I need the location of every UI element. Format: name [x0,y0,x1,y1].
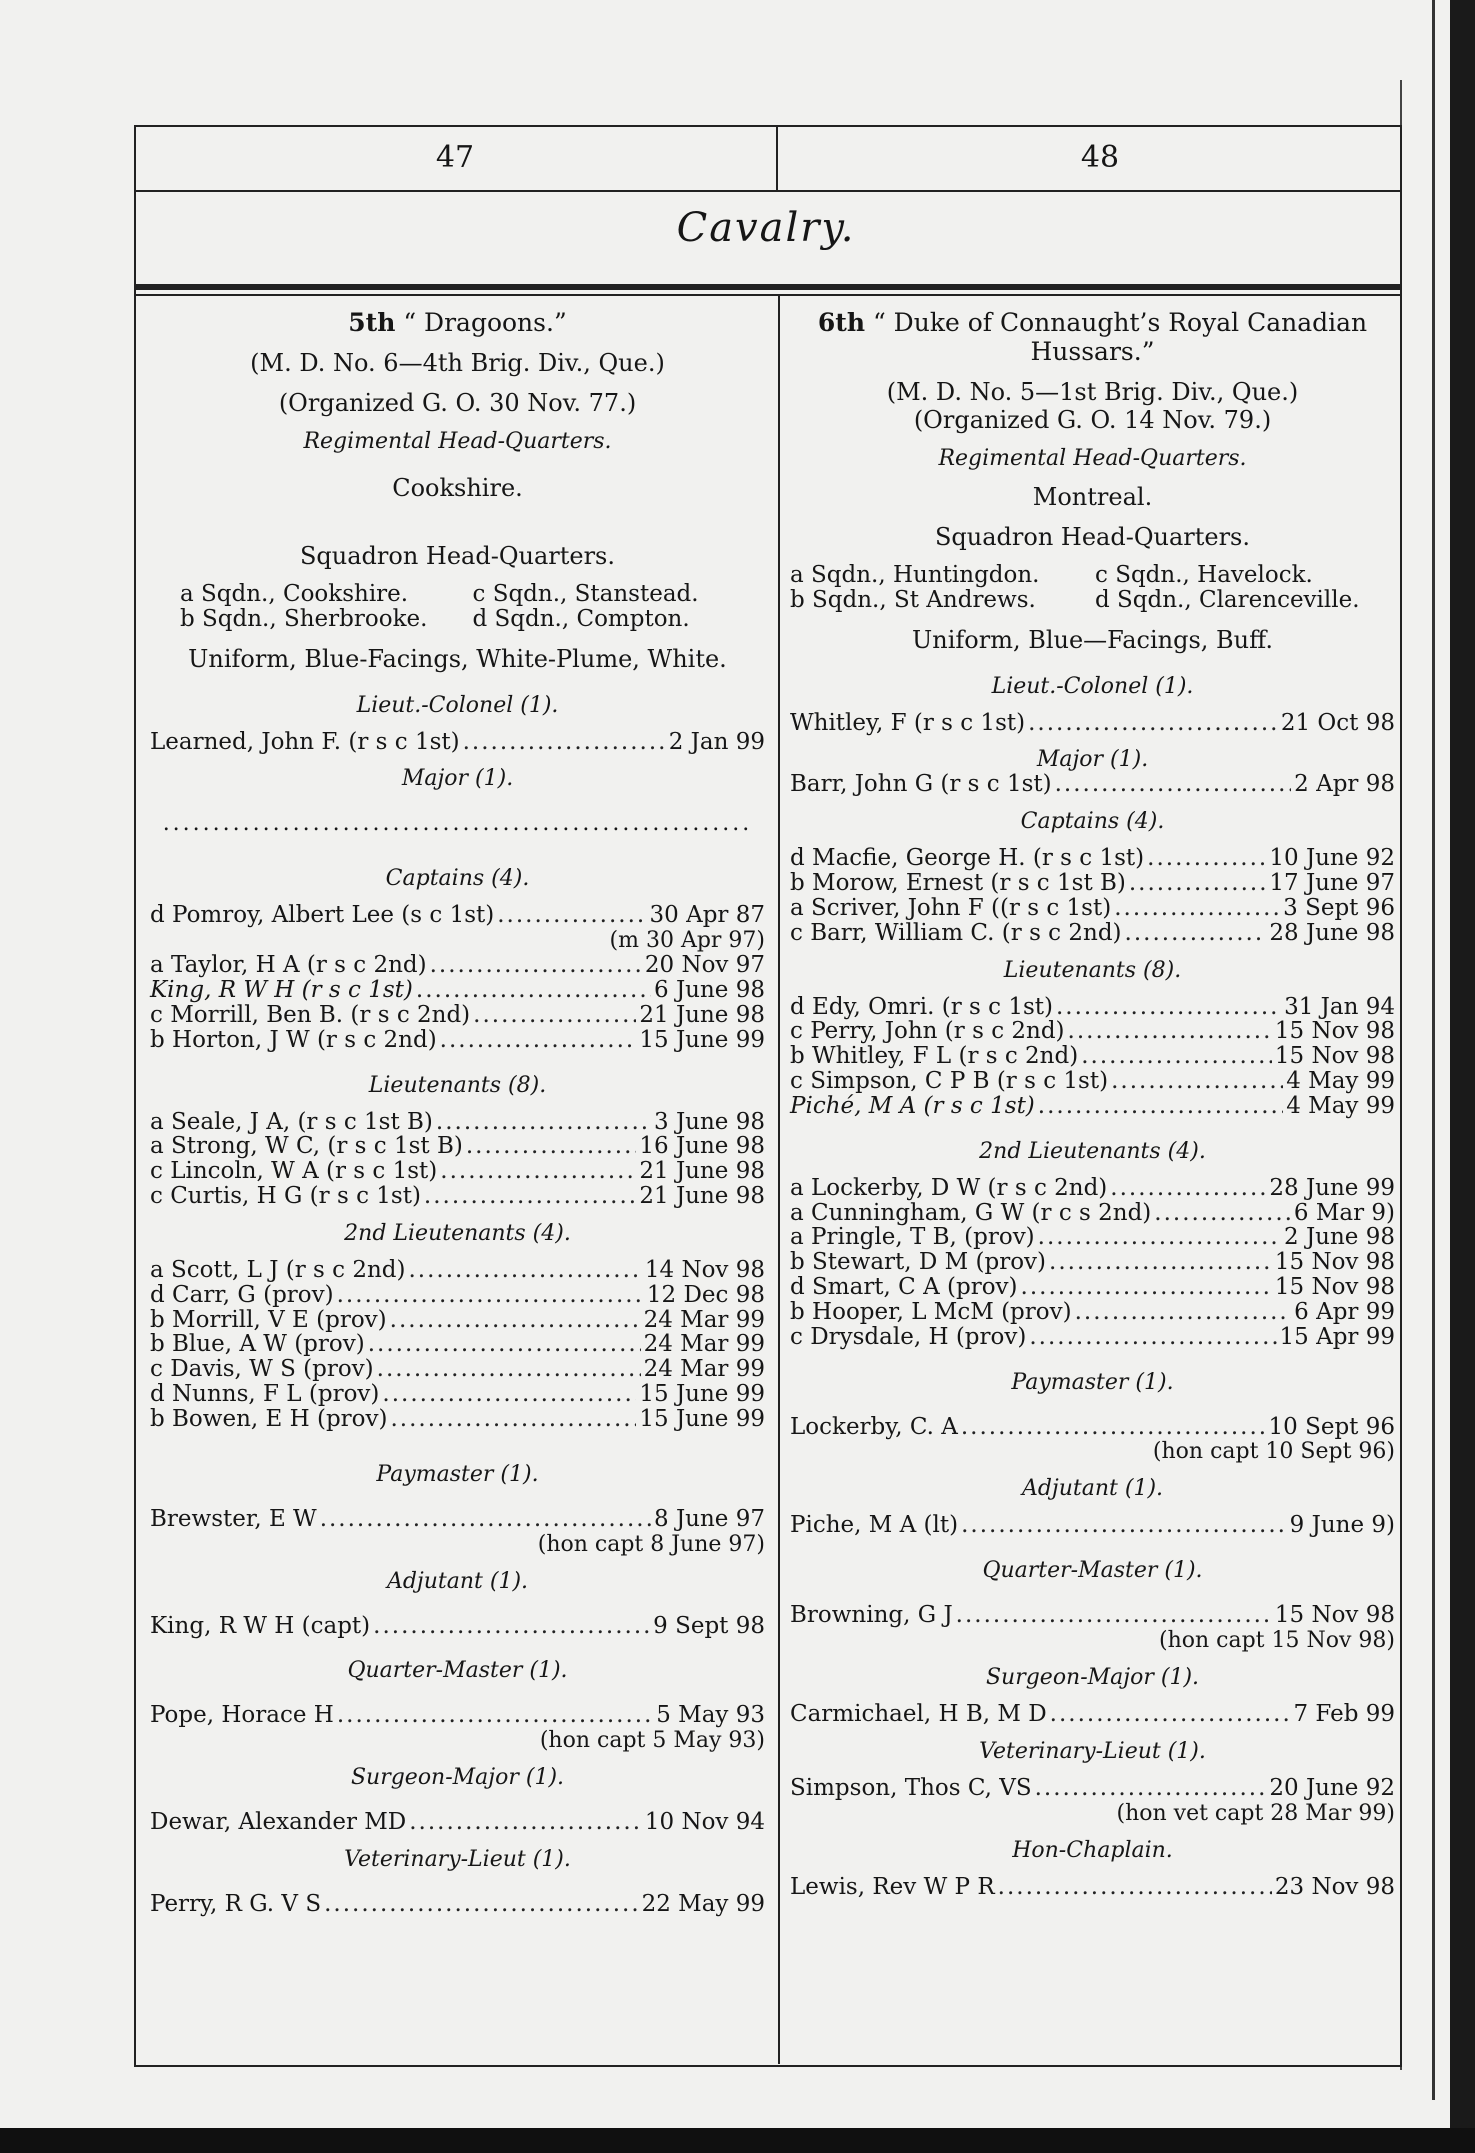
officer-name: c Barr, William C. (r s c 2nd) [790,919,1122,946]
officer-date: 10 June 92 [1269,845,1395,872]
officer-date: 24 Mar 99 [643,1331,765,1358]
officer-name: a Cunningham, G W (r c s 2nd) [790,1199,1152,1226]
officer-date: 30 Apr 87 [649,902,765,929]
officer-name: Perry, R G. V S [150,1890,322,1917]
list-item [150,1159,765,1184]
officer-date: 6 Apr 99 [1294,1298,1395,1325]
officer-date: 9 June 9) [1289,1512,1395,1539]
officer-date: 21 June 98 [639,1001,765,1028]
regiment-name [150,308,765,337]
second-lieutenants-label: 2nd Lieutenants (4). [344,1220,571,1246]
officer-date: 24 Mar 99 [643,1356,765,1383]
officer-name: Barr, John G (r s c 1st) [790,771,1052,798]
right-column [790,308,1395,1899]
list-item [790,1201,1395,1226]
officer-name: Pope, Horace H [150,1702,334,1729]
regimental-hq-label: Regimental Head-Quarters. [303,429,612,454]
officer-date: 15 June 99 [639,1026,765,1053]
officer-date: 21 June 98 [639,1158,765,1185]
organized-order: (Organized G. O. 30 Nov. 77.) [278,389,637,417]
officer-name: c Perry, John (r s c 2nd) [790,1018,1065,1045]
officer-name: Learned, John F. (r s c 1st) [150,728,460,755]
officer-name: c Drysdale, H (prov) [790,1323,1027,1350]
list-item [150,1028,765,1053]
officer-name: d Carr, G (prov) [150,1281,334,1308]
veterinary-note: (hon vet capt 28 Mar 99) [1116,1800,1395,1826]
officer-name: a Scott, L J (r s c 2nd) [150,1256,406,1283]
surgeon-major-label: Surgeon-Major (1). [350,1765,565,1791]
officer-date: 15 Nov 98 [1274,1602,1395,1629]
officer-date: 10 Nov 94 [644,1809,765,1836]
officer-date: 6 Mar 9) [1293,1199,1395,1226]
list-item [790,1069,1395,1094]
officer-date: 20 June 92 [1269,1774,1395,1801]
list-item [790,1603,1395,1628]
list-item [790,1325,1395,1350]
officer-name: b Morow, Ernest (r s c 1st B) [790,870,1126,897]
regimental-hq: Montreal. [1032,483,1153,511]
list-item [790,846,1395,871]
officer-name: Dewar, Alexander MD [150,1809,407,1836]
officer-name: a Taylor, H A (r s c 2nd) [150,952,427,979]
scan-bottom-shadow [0,2128,1475,2153]
officer-name: b Stewart, D M (prov) [790,1249,1047,1276]
officer-date: 2 Apr 98 [1294,771,1395,798]
major-label: Major (1). [401,766,514,792]
officer-name: b Morrill, V E (prov) [150,1306,387,1333]
list-item [790,921,1395,946]
squadron-item: b Sqdn., St Andrews. [790,587,1036,614]
list-item [150,1407,765,1432]
list-item [150,978,765,1003]
officer-date: 15 Nov 98 [1274,1018,1395,1045]
surgeon-major-label: Surgeon-Major (1). [985,1664,1200,1690]
list-item [150,953,765,978]
officer-name: d Smart, C A (prov) [790,1274,1018,1301]
binding-line [1432,0,1435,2100]
list-item [790,896,1395,921]
binding-shadow [1450,0,1475,2153]
uniform: Uniform, Blue—Facings, Buff. [912,625,1273,654]
squadron-item: d Sqdn., Compton. [472,606,690,633]
organized-order: (Organized G. O. 14 Nov. 79.) [913,406,1272,434]
major-vacant: ........................................................... [162,811,753,837]
regimental-hq: Cookshire. [392,474,523,502]
officer-name: a Strong, W C, (r s c 1st B) [150,1133,463,1160]
officer-date: 3 June 98 [654,1108,765,1135]
lt-colonel-label: Lieut.-Colonel (1). [991,673,1194,699]
list-item [790,995,1395,1020]
officer-date: 8 June 97 [654,1505,765,1532]
officer-name: c Morrill, Ben B. (r s c 2nd) [150,1001,471,1028]
quartermaster-note: (hon capt 5 May 93) [539,1728,765,1754]
officer-name: a Lockerby, D W (r s c 2nd) [790,1174,1108,1201]
list-item [150,1308,765,1333]
officer-date: 4 May 99 [1286,1068,1395,1095]
adjutant-label: Adjutant (1). [386,1568,529,1594]
officer-date: 15 Nov 98 [1274,1274,1395,1301]
paymaster-label: Paymaster (1). [1011,1369,1174,1395]
officer-name: d Nunns, F L (prov) [150,1381,380,1408]
regiment-number: 6th [817,308,865,337]
list-item [150,903,765,928]
squadron-item: c Sqdn., Stanstead. [472,581,699,607]
officer-date: 15 Nov 98 [1274,1249,1395,1276]
military-district: (M. D. No. 6—4th Brig. Div., Que.) [250,349,665,377]
officer-name: d Edy, Omri. (r s c 1st) [790,993,1053,1020]
list-item [790,1776,1395,1801]
officer-date: 9 Sept 98 [653,1612,765,1639]
officer-date: 31 Jan 94 [1284,993,1395,1020]
regiment-number: 5th [348,308,396,337]
officer-date: 3 Sept 96 [1283,894,1395,921]
officer-date: 28 June 98 [1269,919,1395,946]
major-label: Major (1). [1036,747,1149,773]
squadron-list [790,563,1395,614]
regiment-name [790,308,1395,337]
page-number-rule [134,190,1400,192]
officer-name: Whitley, F (r s c 1st) [790,709,1026,736]
page-number-right: 48 [1080,140,1120,175]
list-item [150,1110,765,1135]
officer-date: 7 Feb 99 [1293,1700,1395,1727]
officer-name: King, R W H (capt) [150,1612,371,1639]
list-item [150,1382,765,1407]
title-rule-thick [134,284,1400,290]
page-number-left: 47 [435,140,475,175]
officer-name: a Scriver, John F ((r s c 1st) [790,894,1112,921]
section-title: Cavalry. [676,205,856,251]
officer-date: 24 Mar 99 [643,1306,765,1333]
top-rule [134,125,1400,127]
list-item [790,1702,1395,1727]
officer-date: 20 Nov 97 [644,952,765,979]
officer-date: 6 June 98 [654,977,765,1004]
list-item [790,1300,1395,1325]
squadron-item: a Sqdn., Huntingdon. [790,562,1040,588]
officer-name: Lockerby, C. A [790,1413,958,1440]
left-column [150,308,765,1917]
list-item [790,1250,1395,1275]
uniform: Uniform, Blue-Facings, White-Plume, White. [188,644,727,673]
paymaster-label: Paymaster (1). [376,1461,539,1487]
officer-date: 16 June 98 [639,1133,765,1160]
lieutenants-label: Lieutenants (8). [1003,957,1182,983]
officer-date: 15 Apr 99 [1279,1323,1395,1350]
officer-name: Piché, M A (r s c 1st) [790,1092,1035,1119]
list-item [790,1094,1395,1119]
squadron-hq-label: Squadron Head-Quarters. [299,542,616,570]
list-item [790,711,1395,736]
list-item [790,1875,1395,1900]
list-item [790,1513,1395,1538]
captain-note: (m 30 Apr 97) [609,928,765,954]
officer-date: 23 Nov 98 [1274,1873,1395,1900]
officer-name: b Hooper, L McM (prov) [790,1298,1072,1325]
quartermaster-label: Quarter-Master (1). [982,1558,1203,1584]
list-item [150,1283,765,1308]
list-item [790,772,1395,797]
officer-name: b Whitley, F L (r s c 2nd) [790,1043,1079,1070]
officer-date: 10 Sept 96 [1268,1413,1395,1440]
officer-date: 21 Oct 98 [1280,709,1395,736]
officer-name: King, R W H (r s c 1st) [150,977,413,1004]
regimental-hq-label: Regimental Head-Quarters. [938,446,1247,471]
officer-name: Browning, G J [790,1602,953,1629]
list-item [150,1810,765,1835]
officer-date: 22 May 99 [641,1890,765,1917]
quartermaster-note: (hon capt 15 Nov 98) [1159,1627,1395,1653]
lt-colonel-label: Lieut.-Colonel (1). [356,692,559,718]
list-item [150,1357,765,1382]
officer-name: Piche, M A (lt) [790,1512,959,1539]
officer-date: 12 Dec 98 [646,1281,765,1308]
officer-name: Brewster, E W [150,1505,317,1532]
officer-name: d Pomroy, Albert Lee (s c 1st) [150,902,495,929]
lieutenants-label: Lieutenants (8). [368,1072,547,1098]
officer-date: 15 June 99 [639,1381,765,1408]
list-item [790,1275,1395,1300]
page-number-divider [776,125,778,191]
officer-date: 15 Nov 98 [1274,1043,1395,1070]
officer-name: a Seale, J A, (r s c 1st B) [150,1108,433,1135]
officer-name: a Pringle, T B, (prov) [790,1224,1035,1251]
title-rule-thin [134,294,1400,296]
adjutant-label: Adjutant (1). [1021,1476,1164,1502]
officer-name: b Blue, A W (prov) [150,1331,365,1358]
squadron-hq-label: Squadron Head-Quarters. [934,523,1251,551]
paymaster-note: (hon capt 8 June 97) [537,1531,765,1557]
veterinary-label: Veterinary-Lieut (1). [979,1738,1206,1764]
officer-date: 15 June 99 [639,1405,765,1432]
list-item [150,1184,765,1209]
second-lieutenants-label: 2nd Lieutenants (4). [979,1138,1206,1164]
officer-name: Carmichael, H B, M D [790,1700,1047,1727]
officer-name: Simpson, Thos C, VS [790,1774,1032,1801]
officer-name: c Curtis, H G (r s c 1st) [150,1183,421,1210]
officer-name: c Davis, W S (prov) [150,1356,374,1383]
list-item [150,1703,765,1728]
officer-name: b Horton, J W (r s c 2nd) [150,1026,437,1053]
quartermaster-label: Quarter-Master (1). [347,1658,568,1684]
officer-date: 14 Nov 98 [644,1256,765,1283]
list-item [150,730,765,755]
list-item [150,1332,765,1357]
list-item [790,1225,1395,1250]
regiment-title-line2: Hussars.” [1030,337,1155,366]
veterinary-label: Veterinary-Lieut (1). [344,1846,571,1872]
list-item [150,1507,765,1532]
officer-name: c Lincoln, W A (r s c 1st) [150,1158,438,1185]
list-item [150,1258,765,1283]
squadron-list [150,582,765,633]
list-item [150,1134,765,1159]
list-item [150,1614,765,1639]
list-item [790,871,1395,896]
officer-date: 2 June 98 [1284,1224,1395,1251]
list-item [790,1176,1395,1201]
squadron-item: d Sqdn., Clarenceville. [1095,587,1360,614]
list-item [150,1892,765,1917]
officer-date: 5 May 93 [656,1702,765,1729]
officer-date: 28 June 99 [1269,1174,1395,1201]
squadron-item: a Sqdn., Cookshire. [180,581,409,607]
column-divider [778,296,780,2064]
squadron-item: b Sqdn., Sherbrooke. [180,606,428,633]
regiment-title-line1: “ Duke of Connaught’s Royal Canadian [872,308,1368,337]
officer-date: 2 Jan 99 [668,728,765,755]
officer-name: c Simpson, C P B (r s c 1st) [790,1068,1109,1095]
chaplain-label: Hon-Chaplain. [1012,1837,1173,1863]
officer-date: 4 May 99 [1286,1092,1395,1119]
list-item [790,1044,1395,1069]
list-item [790,1415,1395,1440]
officer-date: 17 June 97 [1269,870,1395,897]
captains-label: Captains (4). [1020,809,1165,835]
paymaster-note: (hon capt 10 Sept 96) [1152,1439,1395,1465]
officer-name: b Bowen, E H (prov) [150,1405,388,1432]
officer-date: 21 June 98 [639,1183,765,1210]
officer-name: d Macfie, George H. (r s c 1st) [790,845,1145,872]
officer-name: Lewis, Rev W P R [790,1873,995,1900]
regiment-title: “ Dragoons.” [403,308,567,337]
military-district: (M. D. No. 5—1st Brig. Div., Que.) [886,378,1299,406]
list-item [150,1003,765,1028]
squadron-item: c Sqdn., Havelock. [1095,562,1313,588]
captains-label: Captains (4). [385,866,530,892]
list-item [790,1019,1395,1044]
